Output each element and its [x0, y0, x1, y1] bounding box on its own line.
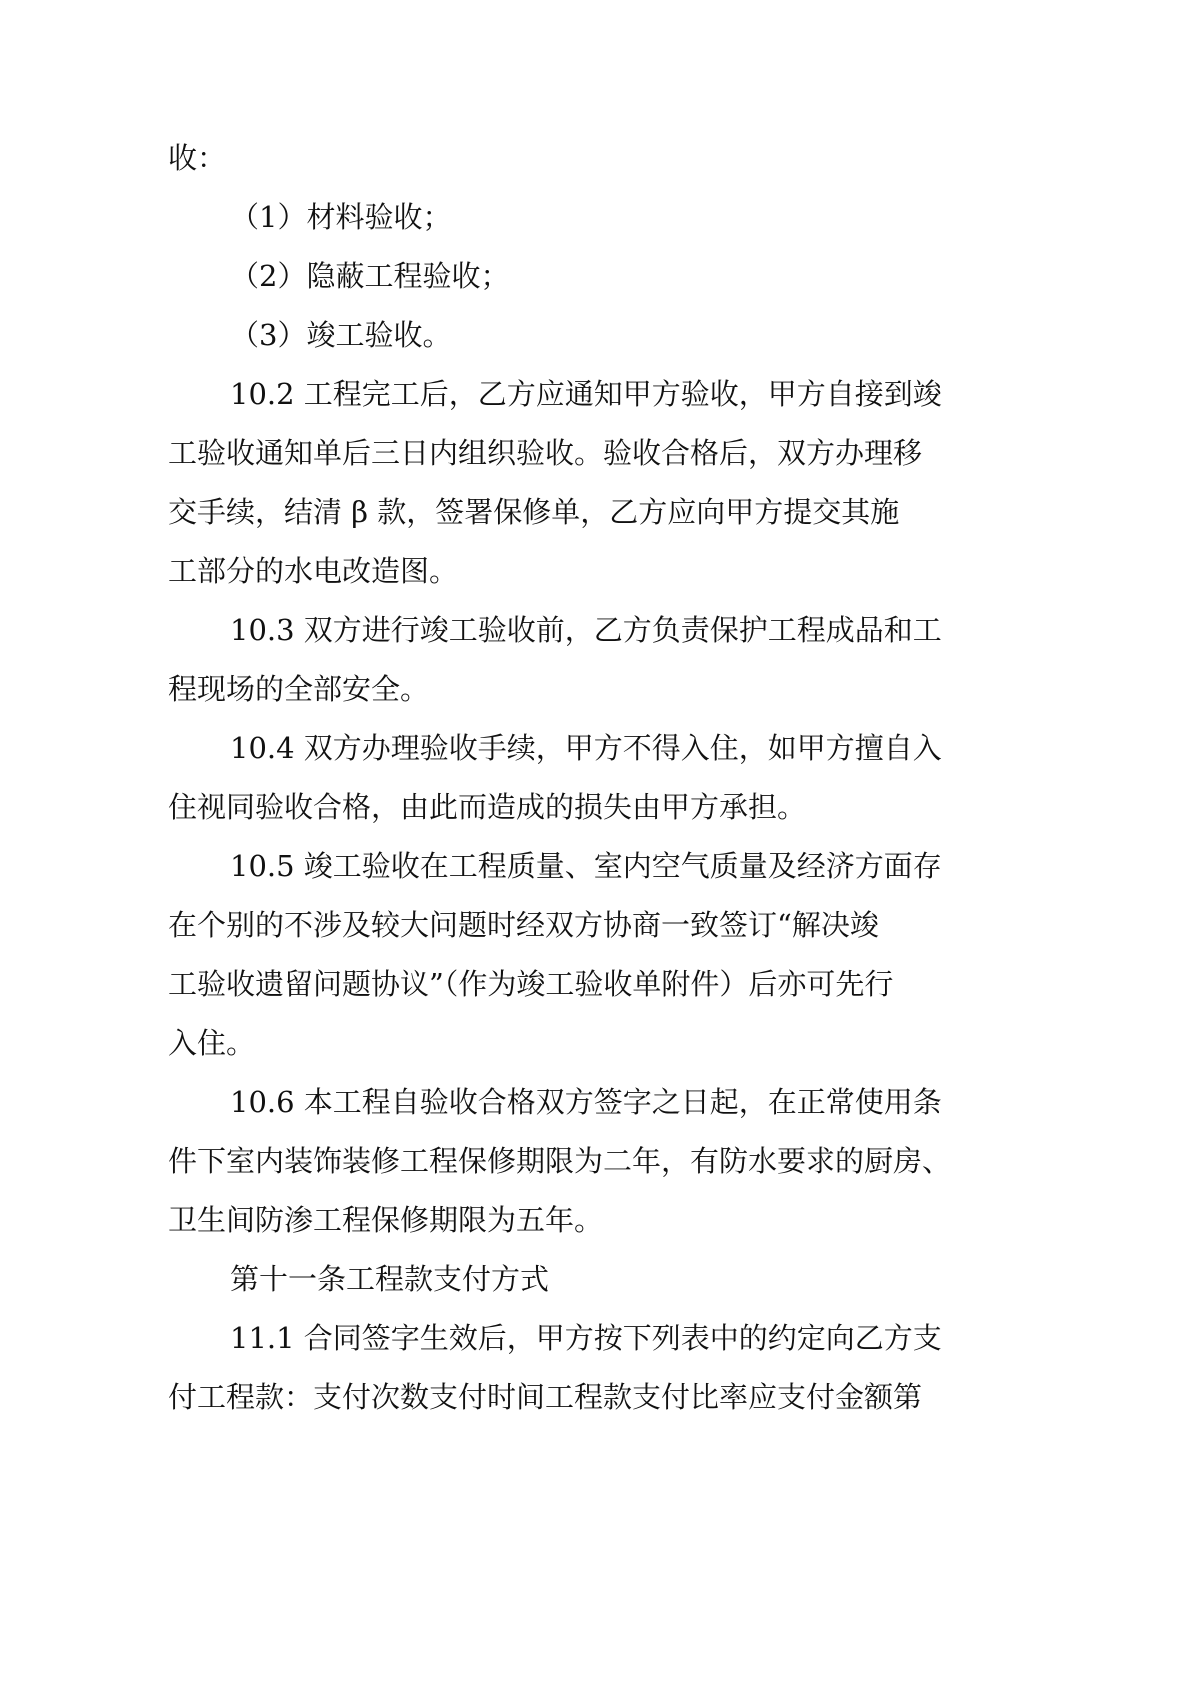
paragraph-line: 工验收遗留问题协议”（作为竣工验收单附件）后亦可先行 — [168, 967, 894, 1001]
paragraph-line: 付工程款：支付次数支付时间工程款支付比率应支付金额第 — [168, 1380, 923, 1414]
paragraph-line: 10.6 本工程自验收合格双方签字之日起，在正常使用条 — [230, 1085, 942, 1119]
paragraph-line: 11.1 合同签字生效后，甲方按下列表中的约定向乙方支 — [230, 1321, 942, 1355]
paragraph-line: 工部分的水电改造图。 — [168, 554, 459, 588]
paragraph-line: 10.3 双方进行竣工验收前，乙方负责保护工程成品和工 — [230, 613, 942, 647]
paragraph-line: 件下室内装饰装修工程保修期限为二年，有防水要求的厨房、 — [168, 1144, 952, 1178]
paragraph-line: 入住。 — [168, 1026, 256, 1060]
paragraph-line: 卫生间防渗工程保修期限为五年。 — [168, 1203, 604, 1237]
paragraph-line: 工验收通知单后三日内组织验收。验收合格后，双方办理移 — [168, 436, 923, 470]
paragraph-line: 收： — [168, 141, 227, 175]
paragraph-line: 10.2 工程完工后，乙方应通知甲方验收，甲方自接到竣 — [230, 377, 942, 411]
paragraph-line: 交手续，结清 β 款，签署保修单，乙方应向甲方提交其施 — [168, 495, 900, 529]
paragraph-line: 10.5 竣工验收在工程质量、室内空气质量及经济方面存 — [230, 849, 942, 883]
list-item: （3）竣工验收。 — [230, 318, 452, 352]
paragraph-line: 程现场的全部安全。 — [168, 672, 430, 706]
section-heading: 第十一条工程款支付方式 — [230, 1262, 550, 1296]
list-item: （2）隐蔽工程验收； — [230, 259, 510, 293]
paragraph-line: 在个别的不涉及较大问题时经双方协商一致签订“解决竣 — [168, 908, 879, 942]
paragraph-line: 住视同验收合格，由此而造成的损失由甲方承担。 — [168, 790, 807, 824]
paragraph-line: 10.4 双方办理验收手续，甲方不得入住，如甲方擅自入 — [230, 731, 942, 765]
list-item: （1）材料验收； — [230, 200, 452, 234]
